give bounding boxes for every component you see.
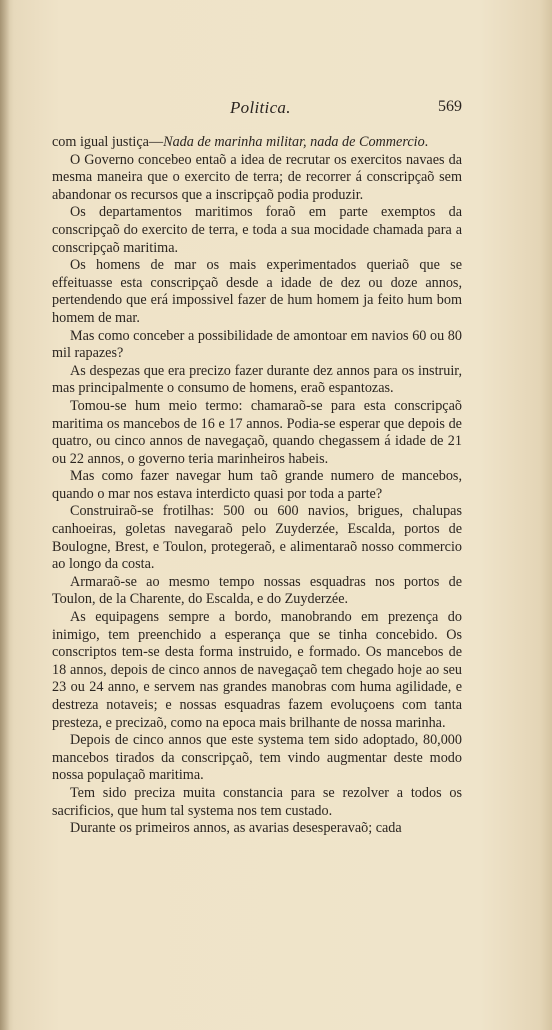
page-number: 569 (438, 98, 462, 115)
paragraph: Durante os primeiros annos, as avarias desesperavaõ; cada (70, 820, 402, 837)
paragraph: As equipagens sempre a bordo, manobrando em prezença do inimigo, tem preenchido a esperança que se tinha concebido. Os conscriptos tem-se desta forma instruido, e formado. Os mancebos de 18 annos, depois de cinco annos de navegaçaõ tem chegado hoje ao seu 23 ou 24 anno, e servem nas grandes manobras com huma agilidade, e destreza notaveis; e nossas esquadras fazem evoluçoens com tanta presteza, e precizaõ, como na epoca mais brilhante de nossa marinha. (52, 609, 462, 731)
paragraph: Tomou-se hum meio termo: chamaraõ-se para esta conscripçaõ maritima os mancebos de 16 e 17 annos. Podia-se esperar que depois de quatro, ou cinco annos de navegaçaõ, quando chegassem á idade de 21 ou 22 annos, o governo teria marinheiros habeis. (52, 397, 462, 467)
page-header (52, 98, 462, 122)
paragraph: Tem sido preciza muita constancia para se rezolver a todos os sacrificios, que hum tal systema nos tem custado. (52, 784, 462, 819)
paragraph: As despezas que era precizo fazer durante dez annos para os instruir, mas principalmente o consumo de homens, eraõ espantozas. (52, 362, 462, 397)
running-title: Politica. (230, 98, 291, 117)
italic-phrase: Nada de marinha militar, nada de Commercio (163, 134, 425, 150)
paragraph: Os departamentos maritimos foraõ em parte exemptos da conscripçaõ do exercito de terra, e toda a sua mocidade chamada para a conscripçaõ maritima. (52, 204, 462, 256)
body-text (52, 134, 462, 838)
paragraph: Depois de cinco annos que este systema tem sido adoptado, 80,000 mancebos tirados da conscripçaõ, tem vindo augmentar deste modo nossa populaçaõ maritima. (52, 732, 462, 784)
paragraph: Construiraõ-se frotilhas: 500 ou 600 navios, brigues, chalupas canhoeiras, goletas navegaraõ pelo Zuyderzée, Escalda, portos de Boulogne, Brest, e Toulon, protegeraõ, e alimentaraõ nosso commercio ao longo da costa. (52, 503, 462, 573)
paragraph: Mas como fazer navegar hum taõ grande numero de mancebos, quando o mar nos estava interdicto quasi por toda a parte? (52, 468, 462, 502)
paragraph-text: . (424, 134, 429, 150)
paragraph: Mas como conceber a possibilidade de amontoar em navios 60 ou 80 mil rapazes? (52, 327, 462, 362)
paragraph-text: com igual justiça— (52, 134, 164, 150)
paragraph: Os homens de mar os mais experimentados queriaõ que se effeituasse esta conscripçaõ desde a idade de dez ou doze annos, pertendendo que erá impossivel fazer de hum homem ja feito hum bom homem de mar. (52, 257, 462, 326)
paragraph: O Governo concebeo entaõ a idea de recrutar os exercitos navaes da mesma maneira que o exercito de terra; de recorrer á conscripçaõ sem abandonar os recursos que a inscripçaõ podia produzir. (52, 151, 462, 203)
page-gutter-shadow (0, 0, 10, 1030)
paragraph (52, 134, 462, 152)
paragraph: Armaraõ-se ao mesmo tempo nossas esquadras nos portos de Toulon, de la Charente, do Escalda, e do Zuyderzée. (52, 573, 462, 608)
